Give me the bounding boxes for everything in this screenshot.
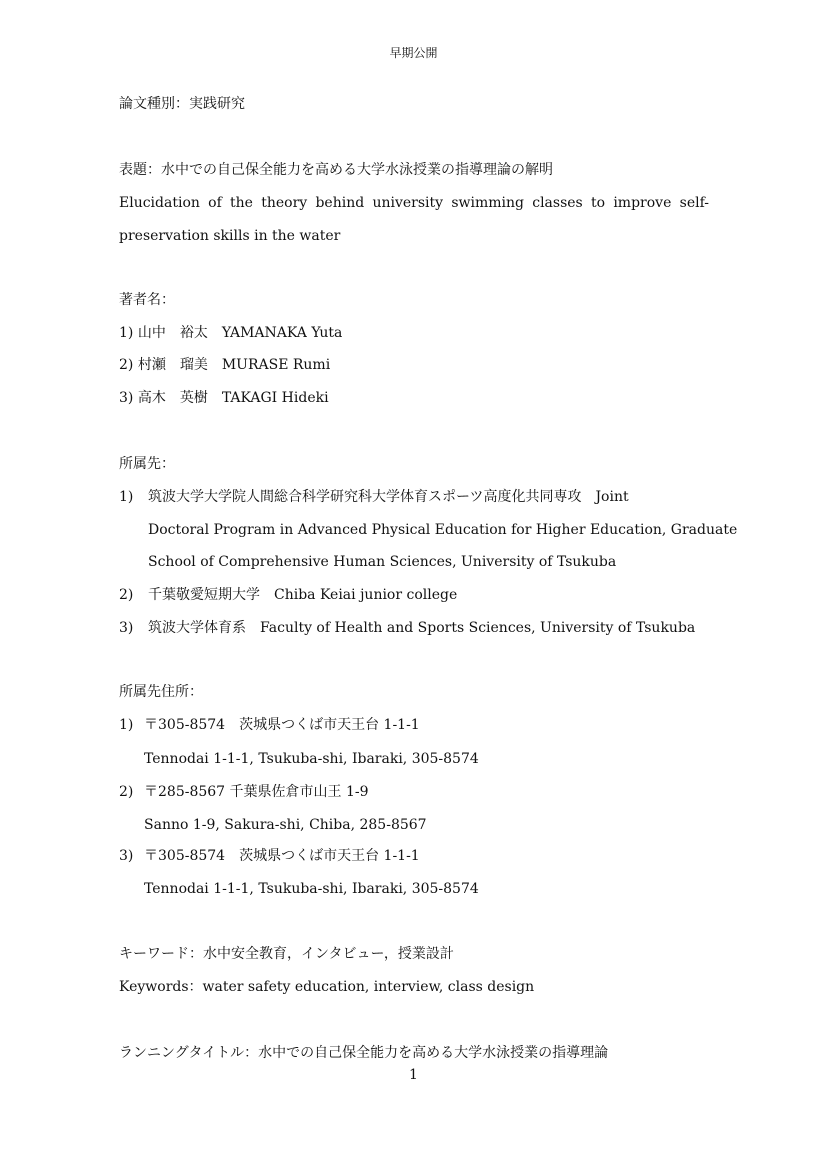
address-1-number: 1) [119,717,134,733]
running-title: ランニングタイトル：水中での自己保全能力を高める大学水泳授業の指導理論 [119,1045,609,1061]
affiliation-1-number: 1) [119,489,134,505]
affiliation-3-number: 3) [119,620,134,636]
article-type: 論文種別：実践研究 [119,96,245,112]
keywords-english: Keywords：water safety education, interview, class design [119,979,535,995]
author-2: 2) 村瀬 瑠美 MURASE Rumi [119,357,331,373]
affiliation-1-line-3: School of Comprehensive Human Sciences, University of Tsukuba [148,554,617,570]
affiliation-1-line-1: 筑波大学大学院人間総合科学研究科大学体育スポーツ高度化共同専攻 Joint [148,489,629,505]
affiliation-2-line-1: 千葉敬愛短期大学 Chiba Keiai junior college [148,587,458,603]
address-1-english: Tennodai 1-1-1, Tsukuba-shi, Ibaraki, 305-8574 [144,751,479,767]
title-english-line-1: Elucidation of the theory behind university swimming classes to improve self- [119,195,709,211]
affiliation-1-line-2: Doctoral Program in Advanced Physical Education for Higher Education, Graduate [148,522,738,538]
affiliation-2-number: 2) [119,587,134,603]
address-3-number: 3) [119,848,134,864]
authors-heading: 著者名： [119,292,175,308]
addresses-heading: 所属先住所： [119,684,203,700]
address-2-english: Sanno 1-9, Sakura-shi, Chiba, 285-8567 [144,817,427,833]
page-number: 1 [409,1067,418,1083]
affiliation-3-line-1: 筑波大学体育系 Faculty of Health and Sports Sciences, University of Tsukuba [148,620,696,636]
author-3: 3) 高木 英樹 TAKAGI Hideki [119,390,329,406]
address-1-japanese: 〒305-8574 茨城県つくば市天王台 1-1-1 [144,717,420,733]
address-2-japanese: 〒285-8567 千葉県佐倉市山王 1-9 [144,784,369,800]
page-header: 早期公開 [389,46,438,60]
author-1: 1) 山中 裕太 YAMANAKA Yuta [119,325,343,341]
address-2-number: 2) [119,784,134,800]
keywords-japanese: キーワード：水中安全教育，インタビュー，授業設計 [119,946,454,962]
affiliations-heading: 所属先： [119,456,175,472]
title-english-line-2: preservation skills in the water [119,228,341,244]
title-japanese: 表題：水中での自己保全能力を高める大学水泳授業の指導理論の解明 [119,162,553,178]
address-3-japanese: 〒305-8574 茨城県つくば市天王台 1-1-1 [144,848,420,864]
address-3-english: Tennodai 1-1-1, Tsukuba-shi, Ibaraki, 305-8574 [144,881,479,897]
